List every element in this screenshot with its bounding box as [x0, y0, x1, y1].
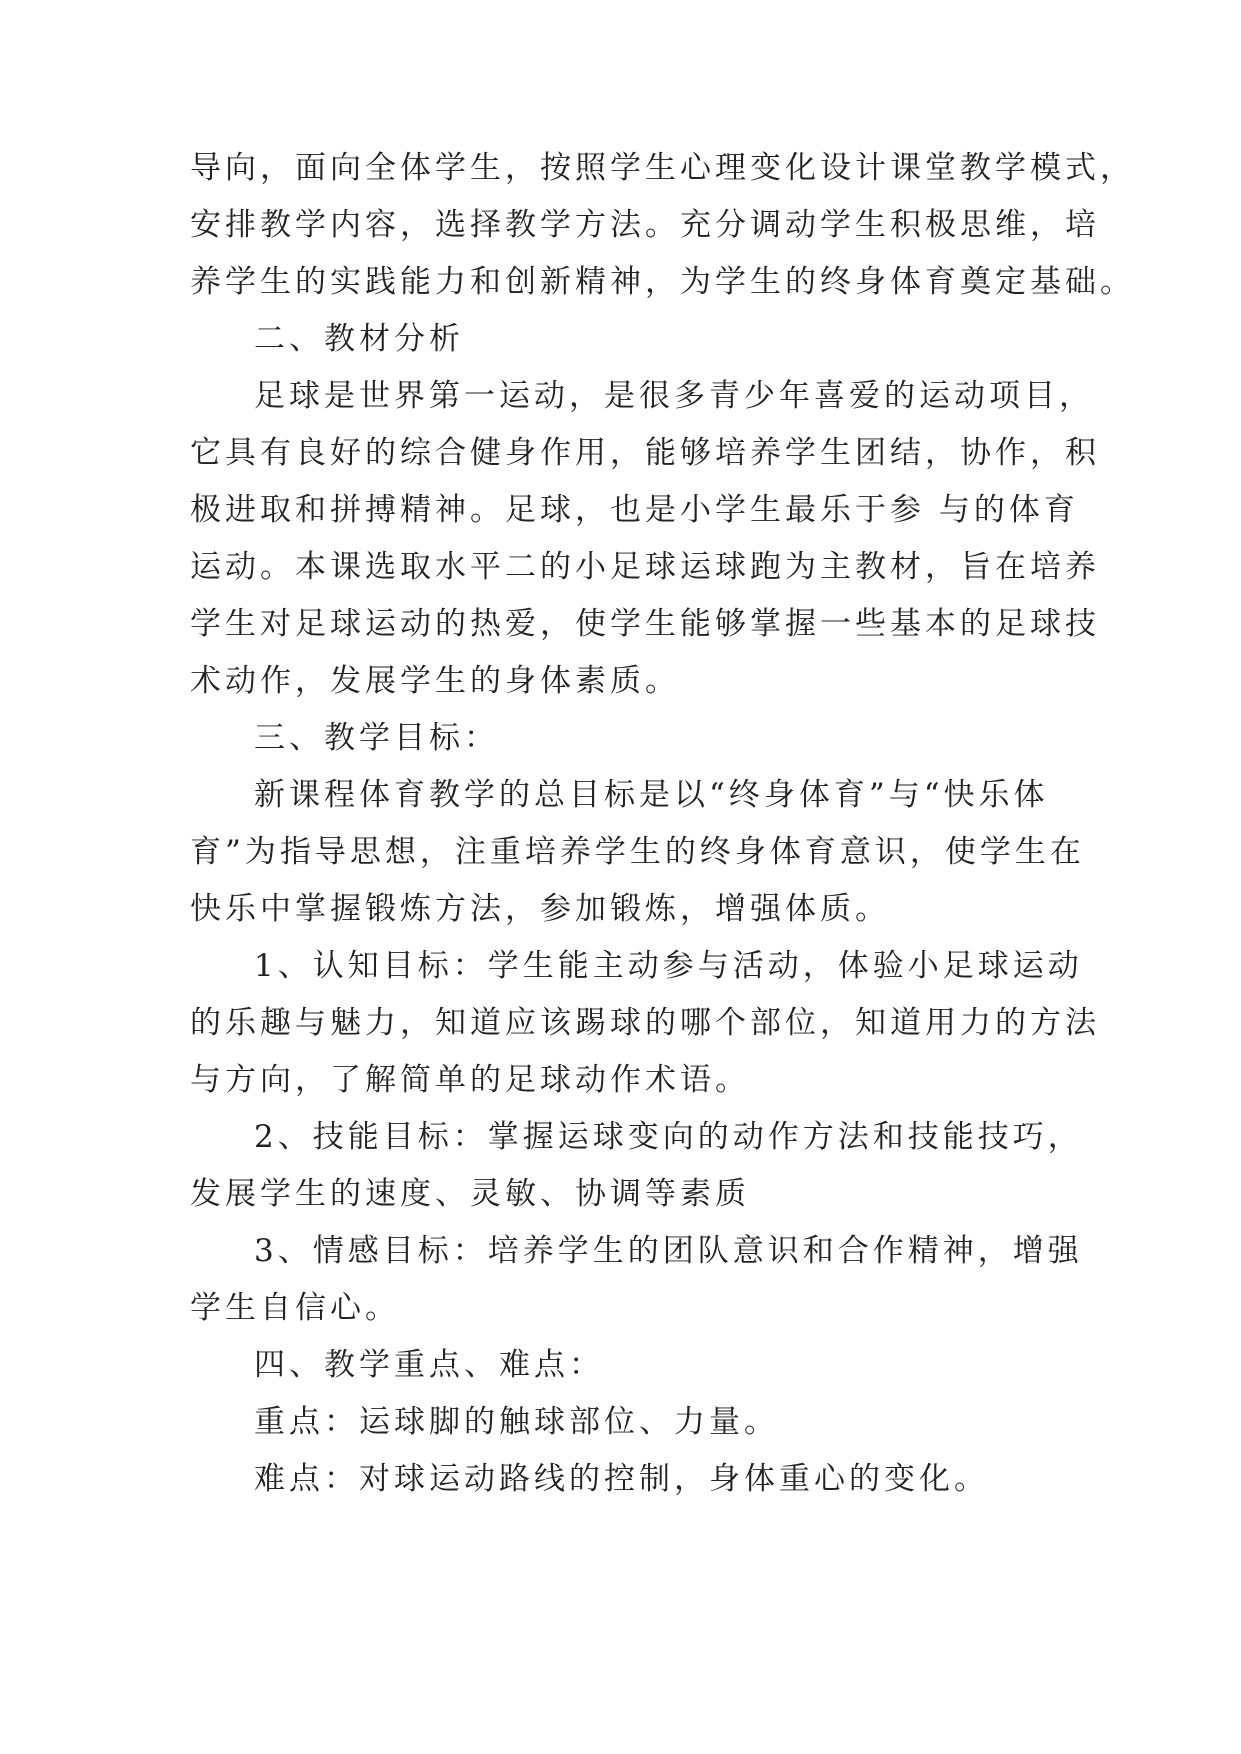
text-line: 足球是世界第一运动，是很多青少年喜爱的运动项目，: [254, 378, 1094, 414]
text-line: 育”为指导思想，注重培养学生的终身体育意识，使学生在: [190, 834, 1085, 870]
section-heading: 二、教材分析: [254, 321, 464, 357]
text-line: 极进取和拼搏精神。足球，也是小学生最乐于参 与的体育: [190, 492, 1079, 528]
text-line: 重点：运球脚的触球部位、力量。: [254, 1404, 779, 1440]
text-line: 难点：对球运动路线的控制，身体重心的变化。: [254, 1461, 989, 1497]
text-line: 3、情感目标：培养学生的团队意识和合作精神，增强: [254, 1233, 1083, 1269]
text-line: 学生自信心。: [190, 1290, 400, 1326]
text-line: 快乐中掌握锻炼方法，参加锻炼，增强体质。: [190, 891, 890, 927]
text-line: 新课程体育教学的总目标是以“终身体育”与“快乐体: [254, 777, 1049, 813]
text-line: 它具有良好的综合健身作用，能够培养学生团结，协作，积: [190, 435, 1100, 471]
text-line: 2、技能目标：掌握运球变向的动作方法和技能技巧，: [254, 1119, 1083, 1155]
text-line: 发展学生的速度、灵敏、协调等素质: [190, 1176, 750, 1212]
section-heading: 四、教学重点、难点：: [254, 1347, 604, 1383]
text-line: 养学生的实践能力和创新精神，为学生的终身体育奠定基础。: [190, 264, 1135, 300]
text-line: 运动。本课选取水平二的小足球运球跑为主教材，旨在培养: [190, 549, 1100, 585]
section-heading: 三、教学目标：: [254, 720, 499, 756]
text-line: 术动作，发展学生的身体素质。: [190, 663, 680, 699]
text-line: 导向，面向全体学生，按照学生心理变化设计课堂教学模式，: [190, 150, 1135, 186]
text-line: 安排教学内容，选择教学方法。充分调动学生积极思维，培: [190, 207, 1100, 243]
text-line: 的乐趣与魅力，知道应该踢球的哪个部位，知道用力的方法: [190, 1005, 1100, 1041]
text-line: 学生对足球运动的热爱，使学生能够掌握一些基本的足球技: [190, 606, 1100, 642]
text-line: 1、认知目标：学生能主动参与活动，体验小足球运动: [254, 948, 1083, 984]
text-line: 与方向，了解简单的足球动作术语。: [190, 1062, 750, 1098]
